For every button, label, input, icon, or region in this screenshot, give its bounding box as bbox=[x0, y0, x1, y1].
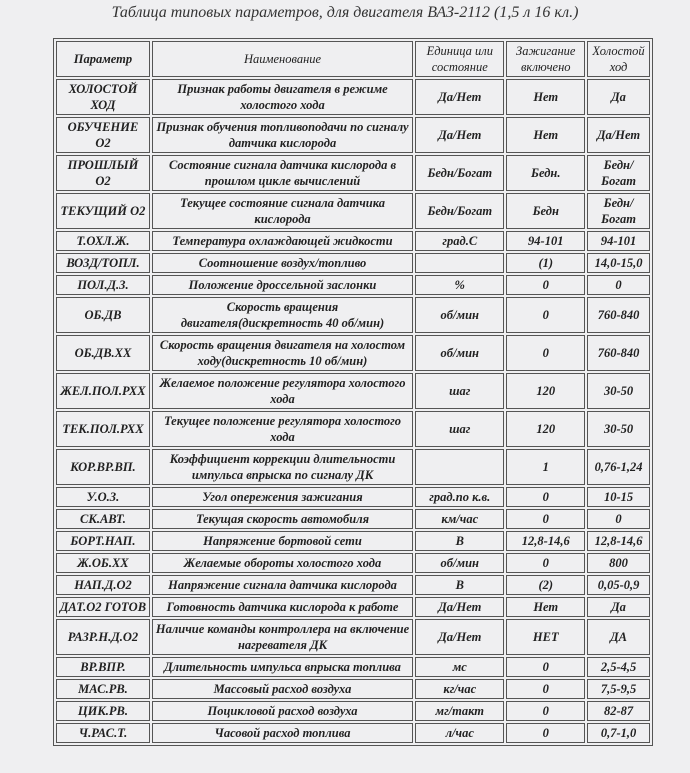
cell-parameter: Ч.РАС.Т. bbox=[56, 723, 150, 743]
cell-idle: 14,0-15,0 bbox=[587, 253, 650, 273]
cell-unit bbox=[415, 253, 504, 273]
table-row bbox=[56, 619, 650, 655]
cell-unit: Бедн/Богат bbox=[415, 193, 504, 229]
cell-ignition-on: Нет bbox=[506, 117, 585, 153]
cell-ignition-on: 0 bbox=[506, 657, 585, 677]
table-row bbox=[56, 231, 650, 251]
cell-unit: шаг bbox=[415, 411, 504, 447]
cell-name: Текущее состояние сигнала датчика кислорода bbox=[152, 193, 413, 229]
cell-parameter: МАС.РВ. bbox=[56, 679, 150, 699]
cell-idle: 30-50 bbox=[587, 373, 650, 409]
cell-unit: Бедн/Богат bbox=[415, 155, 504, 191]
cell-idle: Да bbox=[587, 79, 650, 115]
cell-name: Поцикловой расход воздуха bbox=[152, 701, 413, 721]
table-row bbox=[56, 193, 650, 229]
cell-idle: Да bbox=[587, 597, 650, 617]
cell-ignition-on: НЕТ bbox=[506, 619, 585, 655]
cell-parameter: ПОЛ.Д.З. bbox=[56, 275, 150, 295]
cell-parameter: ЖЕЛ.ПОЛ.РХХ bbox=[56, 373, 150, 409]
cell-parameter: ОБ.ДВ.ХХ bbox=[56, 335, 150, 371]
cell-idle: 0 bbox=[587, 275, 650, 295]
cell-idle: 0,7-1,0 bbox=[587, 723, 650, 743]
cell-unit: В bbox=[415, 575, 504, 595]
page-title: Таблица типовых параметров, для двигателя ВАЗ-2112 (1,5 л 16 кл.) bbox=[111, 4, 579, 21]
cell-idle: Бедн/ Богат bbox=[587, 193, 650, 229]
table-row bbox=[56, 679, 650, 699]
cell-ignition-on: 0 bbox=[506, 487, 585, 507]
cell-ignition-on: 0 bbox=[506, 701, 585, 721]
cell-unit: Да/Нет bbox=[415, 117, 504, 153]
cell-ignition-on: 0 bbox=[506, 723, 585, 743]
cell-name: Текущее положение регулятора холостого хода bbox=[152, 411, 413, 447]
table-row bbox=[56, 575, 650, 595]
cell-unit: % bbox=[415, 275, 504, 295]
cell-ignition-on: 0 bbox=[506, 297, 585, 333]
table-row bbox=[56, 657, 650, 677]
table-row bbox=[56, 411, 650, 447]
cell-unit: град.по к.в. bbox=[415, 487, 504, 507]
cell-name: Соотношение воздух/топливо bbox=[152, 253, 413, 273]
cell-parameter: ДАТ.О2 ГОТОВ bbox=[56, 597, 150, 617]
cell-unit: км/час bbox=[415, 509, 504, 529]
cell-idle: 2,5-4,5 bbox=[587, 657, 650, 677]
cell-unit: кг/час bbox=[415, 679, 504, 699]
cell-ignition-on: (2) bbox=[506, 575, 585, 595]
table-header-row bbox=[56, 41, 650, 77]
cell-parameter: ВОЗД/ТОПЛ. bbox=[56, 253, 150, 273]
cell-idle: Да/Нет bbox=[587, 117, 650, 153]
cell-unit: Да/Нет bbox=[415, 597, 504, 617]
cell-parameter: У.О.З. bbox=[56, 487, 150, 507]
cell-name: Угол опережения зажигания bbox=[152, 487, 413, 507]
cell-ignition-on: 0 bbox=[506, 335, 585, 371]
cell-name: Температура охлаждающей жидкости bbox=[152, 231, 413, 251]
cell-unit: об/мин bbox=[415, 553, 504, 573]
cell-parameter: ВР.ВПР. bbox=[56, 657, 150, 677]
cell-unit: л/час bbox=[415, 723, 504, 743]
cell-ignition-on: 1 bbox=[506, 449, 585, 485]
cell-name: Напряжение сигнала датчика кислорода bbox=[152, 575, 413, 595]
table-row bbox=[56, 597, 650, 617]
cell-idle: 10-15 bbox=[587, 487, 650, 507]
cell-ignition-on: 0 bbox=[506, 679, 585, 699]
header-name: Наименование bbox=[152, 41, 413, 77]
cell-idle: ДА bbox=[587, 619, 650, 655]
cell-name: Скорость вращения двигателя(дискретность 40 об/мин) bbox=[152, 297, 413, 333]
cell-name: Положение дроссельной заслонки bbox=[152, 275, 413, 295]
table-row bbox=[56, 553, 650, 573]
cell-ignition-on: 0 bbox=[506, 553, 585, 573]
cell-name: Признак работы двигателя в режиме холостого хода bbox=[152, 79, 413, 115]
cell-name: Текущая скорость автомобиля bbox=[152, 509, 413, 529]
cell-name: Часовой расход топлива bbox=[152, 723, 413, 743]
cell-unit: град.С bbox=[415, 231, 504, 251]
cell-parameter: РАЗР.Н.Д.О2 bbox=[56, 619, 150, 655]
cell-name: Желаемое положение регулятора холостого хода bbox=[152, 373, 413, 409]
table-row bbox=[56, 723, 650, 743]
cell-idle: 30-50 bbox=[587, 411, 650, 447]
cell-parameter: ОБ.ДВ bbox=[56, 297, 150, 333]
table-row bbox=[56, 701, 650, 721]
cell-idle: 7,5-9,5 bbox=[587, 679, 650, 699]
table-row bbox=[56, 335, 650, 371]
cell-parameter: Ж.ОБ.ХХ bbox=[56, 553, 150, 573]
cell-parameter: СК.АВТ. bbox=[56, 509, 150, 529]
cell-name: Коэффициент коррекции длительности импульса впрыска по сигналу ДК bbox=[152, 449, 413, 485]
cell-unit: об/мин bbox=[415, 335, 504, 371]
cell-name: Желаемые обороты холостого хода bbox=[152, 553, 413, 573]
cell-ignition-on: Бедн bbox=[506, 193, 585, 229]
cell-idle: 12,8-14,6 bbox=[587, 531, 650, 551]
table-row bbox=[56, 531, 650, 551]
cell-parameter: Т.ОХЛ.Ж. bbox=[56, 231, 150, 251]
cell-name: Скорость вращения двигателя на холостом ходу(дискретность 10 об/мин) bbox=[152, 335, 413, 371]
table-row bbox=[56, 509, 650, 529]
cell-parameter: ТЕК.ПОЛ.РХХ bbox=[56, 411, 150, 447]
header-parameter: Параметр bbox=[56, 41, 150, 77]
cell-idle: 82-87 bbox=[587, 701, 650, 721]
cell-unit bbox=[415, 449, 504, 485]
table-row bbox=[56, 449, 650, 485]
cell-ignition-on: 120 bbox=[506, 411, 585, 447]
cell-ignition-on: 0 bbox=[506, 275, 585, 295]
cell-ignition-on: 0 bbox=[506, 509, 585, 529]
cell-parameter: ЦИК.РВ. bbox=[56, 701, 150, 721]
cell-unit: об/мин bbox=[415, 297, 504, 333]
header-ignition-on: Зажигание включено bbox=[506, 41, 585, 77]
cell-name: Длительность импульса впрыска топлива bbox=[152, 657, 413, 677]
cell-name: Наличие команды контроллера на включение нагревателя ДК bbox=[152, 619, 413, 655]
cell-unit: Да/Нет bbox=[415, 619, 504, 655]
cell-ignition-on: Нет bbox=[506, 597, 585, 617]
parameters-table bbox=[53, 38, 653, 746]
cell-ignition-on: 12,8-14,6 bbox=[506, 531, 585, 551]
cell-ignition-on: Бедн. bbox=[506, 155, 585, 191]
cell-ignition-on: (1) bbox=[506, 253, 585, 273]
cell-ignition-on: 120 bbox=[506, 373, 585, 409]
cell-idle: 0,76-1,24 bbox=[587, 449, 650, 485]
table-row bbox=[56, 117, 650, 153]
cell-unit: мс bbox=[415, 657, 504, 677]
cell-idle: 94-101 bbox=[587, 231, 650, 251]
table-row bbox=[56, 253, 650, 273]
table-row bbox=[56, 297, 650, 333]
header-unit: Единица или состояние bbox=[415, 41, 504, 77]
cell-parameter: ХОЛОСТОЙ ХОД bbox=[56, 79, 150, 115]
header-idle: Холостой ход bbox=[587, 41, 650, 77]
cell-unit: В bbox=[415, 531, 504, 551]
cell-parameter: ОБУЧЕНИЕ О2 bbox=[56, 117, 150, 153]
cell-name: Признак обучения топливоподачи по сигналу датчика кислорода bbox=[152, 117, 413, 153]
cell-name: Готовность датчика кислорода к работе bbox=[152, 597, 413, 617]
table-row bbox=[56, 373, 650, 409]
cell-parameter: ПРОШЛЫЙ О2 bbox=[56, 155, 150, 191]
cell-parameter: БОРТ.НАП. bbox=[56, 531, 150, 551]
cell-idle: 0 bbox=[587, 509, 650, 529]
cell-idle: 0,05-0,9 bbox=[587, 575, 650, 595]
cell-unit: Да/Нет bbox=[415, 79, 504, 115]
table-row bbox=[56, 275, 650, 295]
cell-idle: Бедн/ Богат bbox=[587, 155, 650, 191]
cell-name: Массовый расход воздуха bbox=[152, 679, 413, 699]
cell-parameter: КОР.ВР.ВП. bbox=[56, 449, 150, 485]
cell-parameter: ТЕКУЩИЙ О2 bbox=[56, 193, 150, 229]
table-row bbox=[56, 487, 650, 507]
cell-parameter: НАП.Д.О2 bbox=[56, 575, 150, 595]
cell-idle: 800 bbox=[587, 553, 650, 573]
cell-name: Состояние сигнала датчика кислорода в прошлом цикле вычислений bbox=[152, 155, 413, 191]
cell-idle: 760-840 bbox=[587, 335, 650, 371]
table-row bbox=[56, 155, 650, 191]
cell-name: Напряжение бортовой сети bbox=[152, 531, 413, 551]
cell-idle: 760-840 bbox=[587, 297, 650, 333]
cell-ignition-on: 94-101 bbox=[506, 231, 585, 251]
cell-ignition-on: Нет bbox=[506, 79, 585, 115]
table-row bbox=[56, 79, 650, 115]
cell-unit: шаг bbox=[415, 373, 504, 409]
cell-unit: мг/такт bbox=[415, 701, 504, 721]
